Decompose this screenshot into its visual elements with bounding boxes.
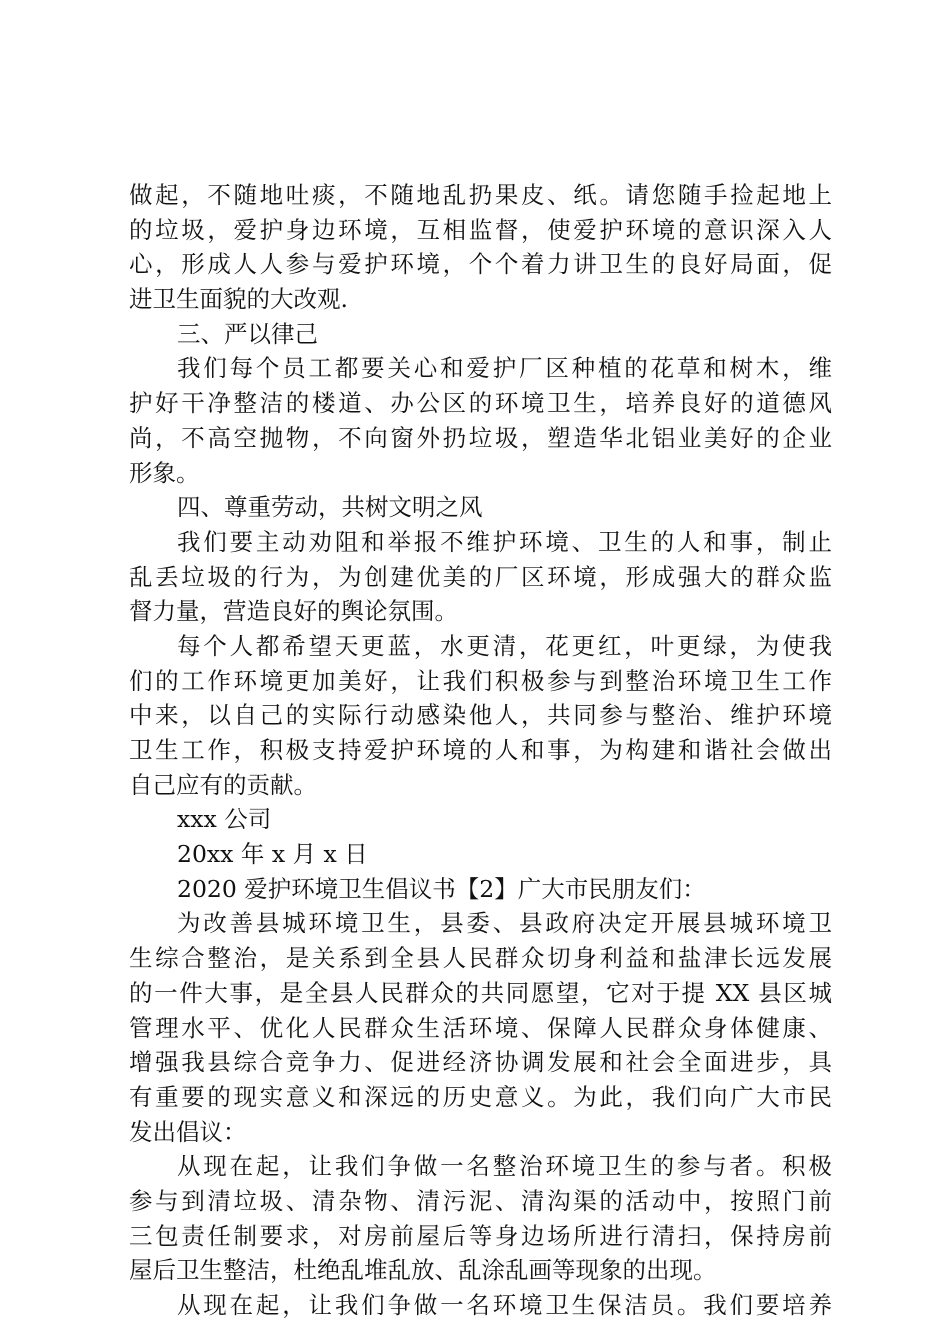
document-line: 的垃圾，爱护身边环境，互相监督，使爱护环境的意识深入人 bbox=[129, 215, 832, 244]
document-line: 三、严以律己 bbox=[177, 319, 318, 348]
document-line: 发出倡议： bbox=[129, 1117, 247, 1146]
document-line: 为改善县城环境卫生，县委、县政府决定开展县城环境卫 bbox=[177, 909, 832, 938]
document-line: 的一件大事，是全县人民群众的共同愿望，它对于提 XX 县区城 bbox=[129, 978, 832, 1007]
document-line: xxx 公司 bbox=[177, 805, 272, 834]
document-line: 我们每个员工都要关心和爱护厂区种植的花草和树木，维 bbox=[177, 354, 832, 383]
document-line: 们的工作环境更加美好，让我们积极参与到整治环境卫生工作 bbox=[129, 666, 832, 695]
document-line: 做起，不随地吐痰，不随地乱扔果皮、纸。请您随手捡起地上 bbox=[129, 181, 832, 209]
document-line: 督力量，营造良好的舆论氛围。 bbox=[129, 597, 458, 626]
document-line: 参与到清垃圾、清杂物、清污泥、清沟渠的活动中，按照门前 bbox=[129, 1186, 832, 1215]
document-line: 生综合整治，是关系到全县人民群众切身利益和盐津长远发展 bbox=[129, 944, 832, 973]
document-line: 心，形成人人参与爱护环境，个个着力讲卫生的良好局面，促 bbox=[129, 250, 832, 279]
document-line: 从现在起，让我们争做一名环境卫生保洁员。我们要培养 bbox=[177, 1291, 832, 1319]
document-line: 四、尊重劳动，共树文明之风 bbox=[177, 493, 483, 522]
document-line: 每个人都希望天更蓝，水更清，花更红，叶更绿，为使我 bbox=[177, 631, 832, 660]
document-line: 20xx 年 x 月 x 日 bbox=[177, 840, 368, 869]
document-line: 尚，不高空抛物，不向窗外扔垃圾，塑造华北铝业美好的企业 bbox=[129, 423, 832, 452]
document-line: 进卫生面貌的大改观. bbox=[129, 285, 348, 314]
document-line: 屋后卫生整洁，杜绝乱堆乱放、乱涂乱画等现象的出现。 bbox=[129, 1256, 717, 1285]
document-line: 护好干净整洁的楼道、办公区的环境卫生，培养良好的道德风 bbox=[129, 389, 832, 418]
document-line: 形象。 bbox=[129, 458, 200, 487]
document-line: 从现在起，让我们争做一名整治环境卫生的参与者。积极 bbox=[177, 1152, 832, 1181]
document-line: 三包责任制要求，对房前屋后等身边场所进行清扫，保持房前 bbox=[129, 1221, 832, 1250]
document-line: 乱丢垃圾的行为，为创建优美的厂区环境，形成强大的群众监 bbox=[129, 562, 832, 591]
document-line: 自己应有的贡献。 bbox=[129, 770, 317, 799]
document-line: 中来，以自己的实际行动感染他人，共同参与整治、维护环境 bbox=[129, 701, 832, 730]
document-body bbox=[129, 178, 832, 1323]
document-line: 2020 爱护环境卫生倡议书【2】广大市民朋友们： bbox=[177, 874, 706, 903]
document-line: 有重要的现实意义和深远的历史意义。为此，我们向广大市民 bbox=[129, 1082, 832, 1111]
document-line: 增强我县综合竞争力、促进经济协调发展和社会全面进步，具 bbox=[129, 1048, 832, 1077]
document-line: 卫生工作，积极支持爱护环境的人和事，为构建和谐社会做出 bbox=[129, 736, 832, 764]
document-line: 管理水平、优化人民群众生活环境、保障人民群众身体健康、 bbox=[129, 1013, 832, 1042]
document-line: 我们要主动劝阻和举报不维护环境、卫生的人和事，制止 bbox=[177, 527, 832, 556]
